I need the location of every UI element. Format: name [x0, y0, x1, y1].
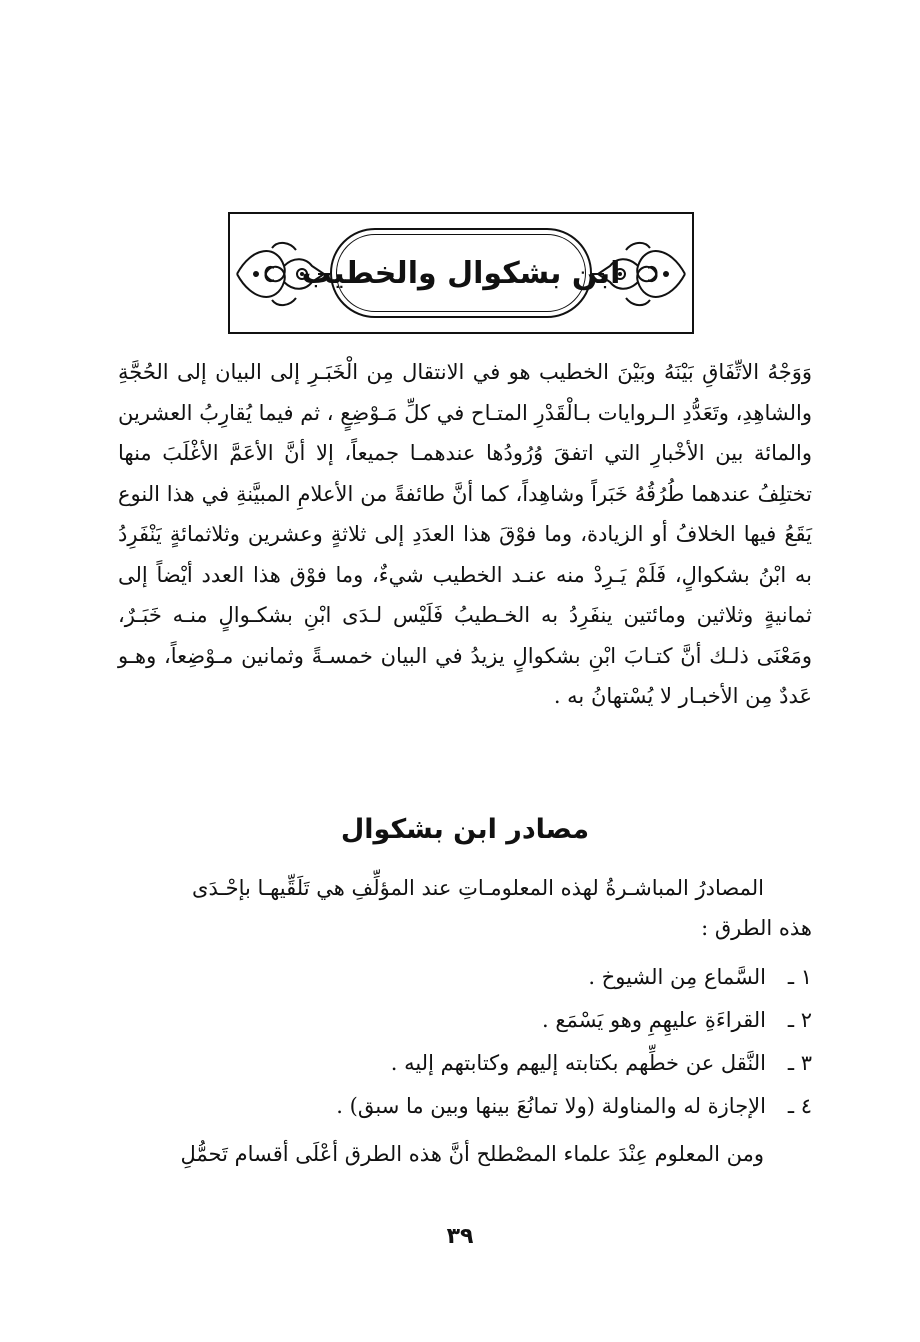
list-item: [212, 1085, 812, 1128]
list-item: [212, 999, 812, 1042]
paragraph-text: وَوَجْهُ الاتِّفَاقِ بَيْنَهُ وبَيْنَ الخطيب هو في الانتقال مِن الْخَبَـرِ إلى البيان إلى الحُجَّةِ والشاهِدِ، وتَعَدُّدِ الـروايات بـالْقَدْرِ المتـاح في كلِّ مَـوْضِعٍ ، ثم فيما يُقارِبُ العشرين والمائة بين الأخْبارِ التي اتفقَ وُرُودُها عندهمـا جميعاً، إلا أنَّ الأعَمَّ الأغْلَبَ منها تختلِفُ عندهما طُرُقُهُ خَبَراً وشاهِداً، كما أنَّ طائفةً من الأعلامِ المبيَّنةِ في هذا النوع يَقَعُ فيها الخلافُ أو الزيادة، وما فوْقَ هذا العدَدِ إلى ثلاثةٍ وعشرين وثلاثمائةٍ يَنْفَرِدُ به ابْنُ بشكوالٍ، فَلَمْ يَـرِدْ منه عنـد الخطيب شيءٌ، وما فوْق هذا العدد أيْضاً إلى ثمانيةٍ وثلاثين ومائتين ينفَرِدُ به الخـطيبُ فَلَيْس لـدَى ابْنِ بشكـوالٍ منـه خَبَـرٌ، ومَعْنَى ذلـك أنَّ كتـابَ ابْنِ بشكوالٍ يزيدُ في البيان خمسـةً وثمانين مـوْضِعاً، وهـو عَددٌ مِن الأخبـار لا يُسْتهانُ به .: [118, 360, 812, 708]
list-item-text: القراءَةِ عليهِمِ وهو يَسْمَع .: [542, 1008, 766, 1032]
title-cartouche: [301, 228, 621, 318]
list-item: [212, 956, 812, 999]
list-item: [212, 1042, 812, 1085]
methods-list: [212, 956, 812, 1128]
closing-paragraph: ومن المعلوم عِنْدَ علماء المصْطلح أنَّ هذه الطرق أعْلَى أقسام تَحمُّلِ: [180, 1142, 764, 1166]
list-item-number: ١ ـ: [787, 965, 812, 989]
body-paragraph: [118, 352, 812, 717]
list-item-number: ٢ ـ: [787, 1008, 812, 1032]
sources-intro: [118, 868, 812, 948]
section-heading: مصادر ابن بشكوال: [340, 814, 590, 845]
chapter-title: ابن بشكوال والخطيب: [301, 255, 621, 291]
list-item-number: ٤ ـ: [787, 1094, 812, 1118]
page-number: ٣٩: [446, 1224, 474, 1249]
chapter-title-frame: [228, 212, 694, 334]
sources-intro-line: هذه الطرق :: [701, 916, 812, 940]
list-item-text: الإجازة له والمناولة (ولا تمانُعَ بينها وبين ما سبق) .: [336, 1094, 766, 1118]
sources-intro-line: المصادرُ المباشـرةُ لهذه المعلومـاتِ عند المؤلِّفِ هي تَلَقِّيهـا بإحْـدَى: [192, 876, 764, 900]
list-item-text: السَّماع مِن الشيوخ .: [588, 965, 766, 989]
list-item-text: النَّقل عن خطِّهم بكتابته إليهم وكتابتهم إليه .: [390, 1051, 766, 1075]
list-item-number: ٣ ـ: [787, 1051, 812, 1075]
